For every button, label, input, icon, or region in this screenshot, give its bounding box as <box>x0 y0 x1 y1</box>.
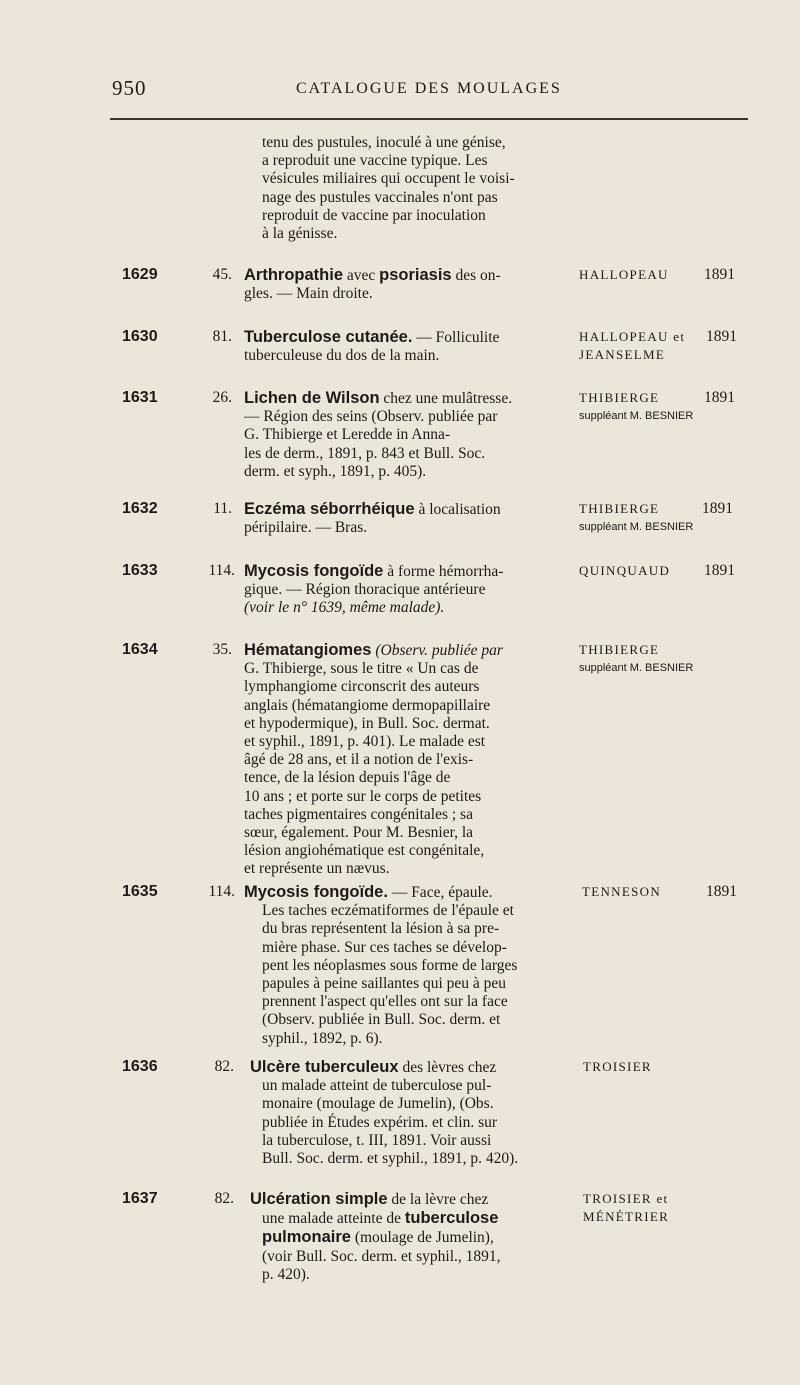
entry-title: Ulcère tuberculeux <box>250 1058 399 1076</box>
entry-count: 114. <box>208 562 235 579</box>
text-line: gles. — Main droite. <box>244 285 373 303</box>
entry-title: Tuberculose cutanée. <box>244 328 413 346</box>
entry-title-part: pulmonaire <box>262 1228 351 1247</box>
text-line: publiée in Études expérim. et clin. sur <box>262 1113 498 1131</box>
text-line: p. 420). <box>262 1265 310 1283</box>
entry-count: 82. <box>214 1058 234 1075</box>
text-line: 10 ans ; et porte sur le corps de petites <box>244 787 482 805</box>
entry-number: 1631 <box>122 389 158 406</box>
entry-author <box>583 1190 743 1226</box>
text-line: Bull. Soc. derm. et syphil., 1891, p. 420). <box>262 1150 519 1168</box>
entry-description <box>244 266 566 303</box>
entry-count: 114. <box>208 883 235 900</box>
entry-description <box>244 389 566 481</box>
entry-year: 1891 <box>706 328 737 345</box>
text-line: a reproduit une vaccine typique. Les <box>262 152 488 170</box>
text-line: du bras représentent la lésion à sa pre- <box>262 920 500 938</box>
text-line: (Observ. publiée in Bull. Soc. derm. et <box>262 1011 501 1029</box>
entry-count: 11. <box>213 500 232 517</box>
entry-year: 1891 <box>706 883 737 900</box>
entry-title: Eczéma séborrhéique <box>244 500 415 518</box>
entry-title: Hématangiomes <box>244 641 372 659</box>
author-line: TROISIER et <box>583 1191 669 1206</box>
author-line: THIBIERGE <box>579 390 660 405</box>
entry-text: chez une mulâtresse. <box>383 390 513 407</box>
header-rule <box>110 118 748 120</box>
entry-title: Lichen de Wilson <box>244 389 380 407</box>
entry-title: Mycosis fongoïde <box>244 562 384 580</box>
text-line: (voir le n° 1639, même malade). <box>244 599 445 617</box>
entry-description <box>244 883 566 1048</box>
text-line: vésicules miliaires qui occupent le voisi- <box>262 170 515 188</box>
text-line: et syphil., 1891, p. 401). Le malade est <box>244 733 486 751</box>
entry-year: 1891 <box>704 389 735 406</box>
running-head: CATALOGUE DES MOULAGES <box>296 80 562 97</box>
text-line: (voir Bull. Soc. derm. et syphil., 1891, <box>262 1247 501 1265</box>
entry-text: (Observ. publiée par <box>375 642 503 659</box>
text-line: anglais (hématangiome dermopapillaire <box>244 696 491 714</box>
entry-year: 1891 <box>704 562 735 579</box>
author-line: HALLOPEAU et <box>579 329 686 344</box>
text-line: papules à peine saillantes qui peu à peu <box>262 975 507 993</box>
text-line: sœur, également. Pour M. Besnier, la <box>244 824 474 842</box>
text-line: G. Thibierge et Leredde in Anna- <box>244 426 451 444</box>
text-line: tenu des pustules, inoculé à une génise, <box>262 134 506 151</box>
entry-number: 1632 <box>122 500 158 517</box>
text-line: nage des pustules vaccinales n'ont pas <box>262 188 498 206</box>
entry-author <box>579 641 739 677</box>
author-line: THIBIERGE <box>579 642 660 657</box>
entry-text: — Folliculite <box>416 329 500 346</box>
entry-description <box>250 1190 572 1284</box>
entry-count: 35. <box>212 641 232 658</box>
text-line: les de derm., 1891, p. 843 et Bull. Soc. <box>244 444 486 462</box>
author-substitute: suppléant M. BESNIER <box>579 521 694 533</box>
entry-text: à forme hémorrha- <box>387 563 504 580</box>
text-line: et représente un nævus. <box>244 860 390 878</box>
entry-count: 81. <box>212 328 232 345</box>
text-line: gique. — Région thoracique antérieure <box>244 581 486 599</box>
entry-number: 1636 <box>122 1058 158 1075</box>
entry-text: (moulage de Jumelin), <box>354 1229 494 1247</box>
entry-number: 1633 <box>122 562 158 579</box>
text-line: derm. et syph., 1891, p. 405). <box>244 462 427 480</box>
text-line: taches pigmentaires congénitales ; sa <box>244 805 473 823</box>
entry-text: des lèvres chez <box>402 1059 497 1076</box>
text-line <box>250 1228 572 1247</box>
entry-title: Arthropathie <box>244 266 343 284</box>
text-line: à la génisse. <box>262 225 338 243</box>
text-line: prennent l'aspect qu'elles ont sur la face <box>262 993 508 1011</box>
entry-count: 82. <box>214 1190 234 1207</box>
entry-text: — Face, épaule. <box>391 884 493 901</box>
page-number: 950 <box>112 76 147 100</box>
text-line: la tuberculose, t. III, 1891. Voir aussi <box>262 1131 492 1149</box>
intro-paragraph <box>262 134 572 243</box>
entry-number: 1629 <box>122 266 158 283</box>
text-line: Les taches eczématiformes de l'épaule et <box>262 902 514 920</box>
entry-text: à localisation <box>418 501 501 518</box>
entry-author: TROISIER <box>583 1059 652 1074</box>
text-line: tuberculeuse du dos de la main. <box>244 347 440 365</box>
entry-number: 1635 <box>122 883 158 900</box>
entry-description <box>244 500 566 537</box>
entry-text: des on- <box>455 267 501 284</box>
text-line: mière phase. Sur ces taches se dévelop- <box>262 938 507 956</box>
text-line: pent les néoplasmes sous forme de larges <box>262 956 518 974</box>
text-line: reproduit de vaccine par inoculation <box>262 206 486 224</box>
text-line: syphil., 1892, p. 6). <box>262 1029 383 1047</box>
text-line: lymphangiome circonscrit des auteurs <box>244 678 480 696</box>
entry-text: avec <box>346 267 376 284</box>
entry-count: 26. <box>212 389 232 406</box>
entry-text: une malade atteinte de <box>262 1210 402 1228</box>
entry-number: 1630 <box>122 328 158 345</box>
text-line: péripilaire. — Bras. <box>244 519 368 537</box>
text-line <box>250 1209 572 1228</box>
entry-number: 1637 <box>122 1190 158 1207</box>
entry-author: TENNESON <box>582 884 662 899</box>
entry-text: de la lèvre chez <box>391 1191 489 1208</box>
entry-description <box>244 328 566 365</box>
entry-title-part: psoriasis <box>379 266 452 284</box>
text-line: et hypodermique), in Bull. Soc. dermat. <box>244 714 490 732</box>
text-line: lésion angiohématique est congénitale, <box>244 842 485 860</box>
author-line: MÉNÉTRIER <box>583 1209 670 1224</box>
text-line: un malade atteint de tuberculose pul- <box>262 1077 492 1095</box>
author-substitute: suppléant M. BESNIER <box>579 662 694 674</box>
entry-description <box>244 641 566 879</box>
entry-author: QUINQUAUD <box>579 563 671 578</box>
text-line: âgé de 28 ans, et il a notion de l'exis- <box>244 751 474 769</box>
entry-title-part: tuberculose <box>404 1209 499 1228</box>
entry-description <box>244 562 566 618</box>
entry-title: Mycosis fongoïde. <box>244 883 388 901</box>
author-line: JEANSELME <box>579 347 666 362</box>
entry-number: 1634 <box>122 641 158 658</box>
entry-count: 45. <box>212 266 232 283</box>
author-line: THIBIERGE <box>579 501 660 516</box>
text-line: G. Thibierge, sous le titre « Un cas de <box>244 660 479 678</box>
entry-year: 1891 <box>704 266 735 283</box>
entry-year: 1891 <box>702 500 733 517</box>
entry-title: Ulcération simple <box>250 1190 388 1208</box>
text-line: — Région des seins (Observ. publiée par <box>244 408 498 426</box>
text-line: tence, de la lésion depuis l'âge de <box>244 769 451 787</box>
text-line: monaire (moulage de Jumelin), (Obs. <box>262 1095 494 1113</box>
entry-description <box>250 1058 572 1168</box>
entry-author: HALLOPEAU <box>579 267 669 282</box>
author-substitute: suppléant M. BESNIER <box>579 410 694 422</box>
